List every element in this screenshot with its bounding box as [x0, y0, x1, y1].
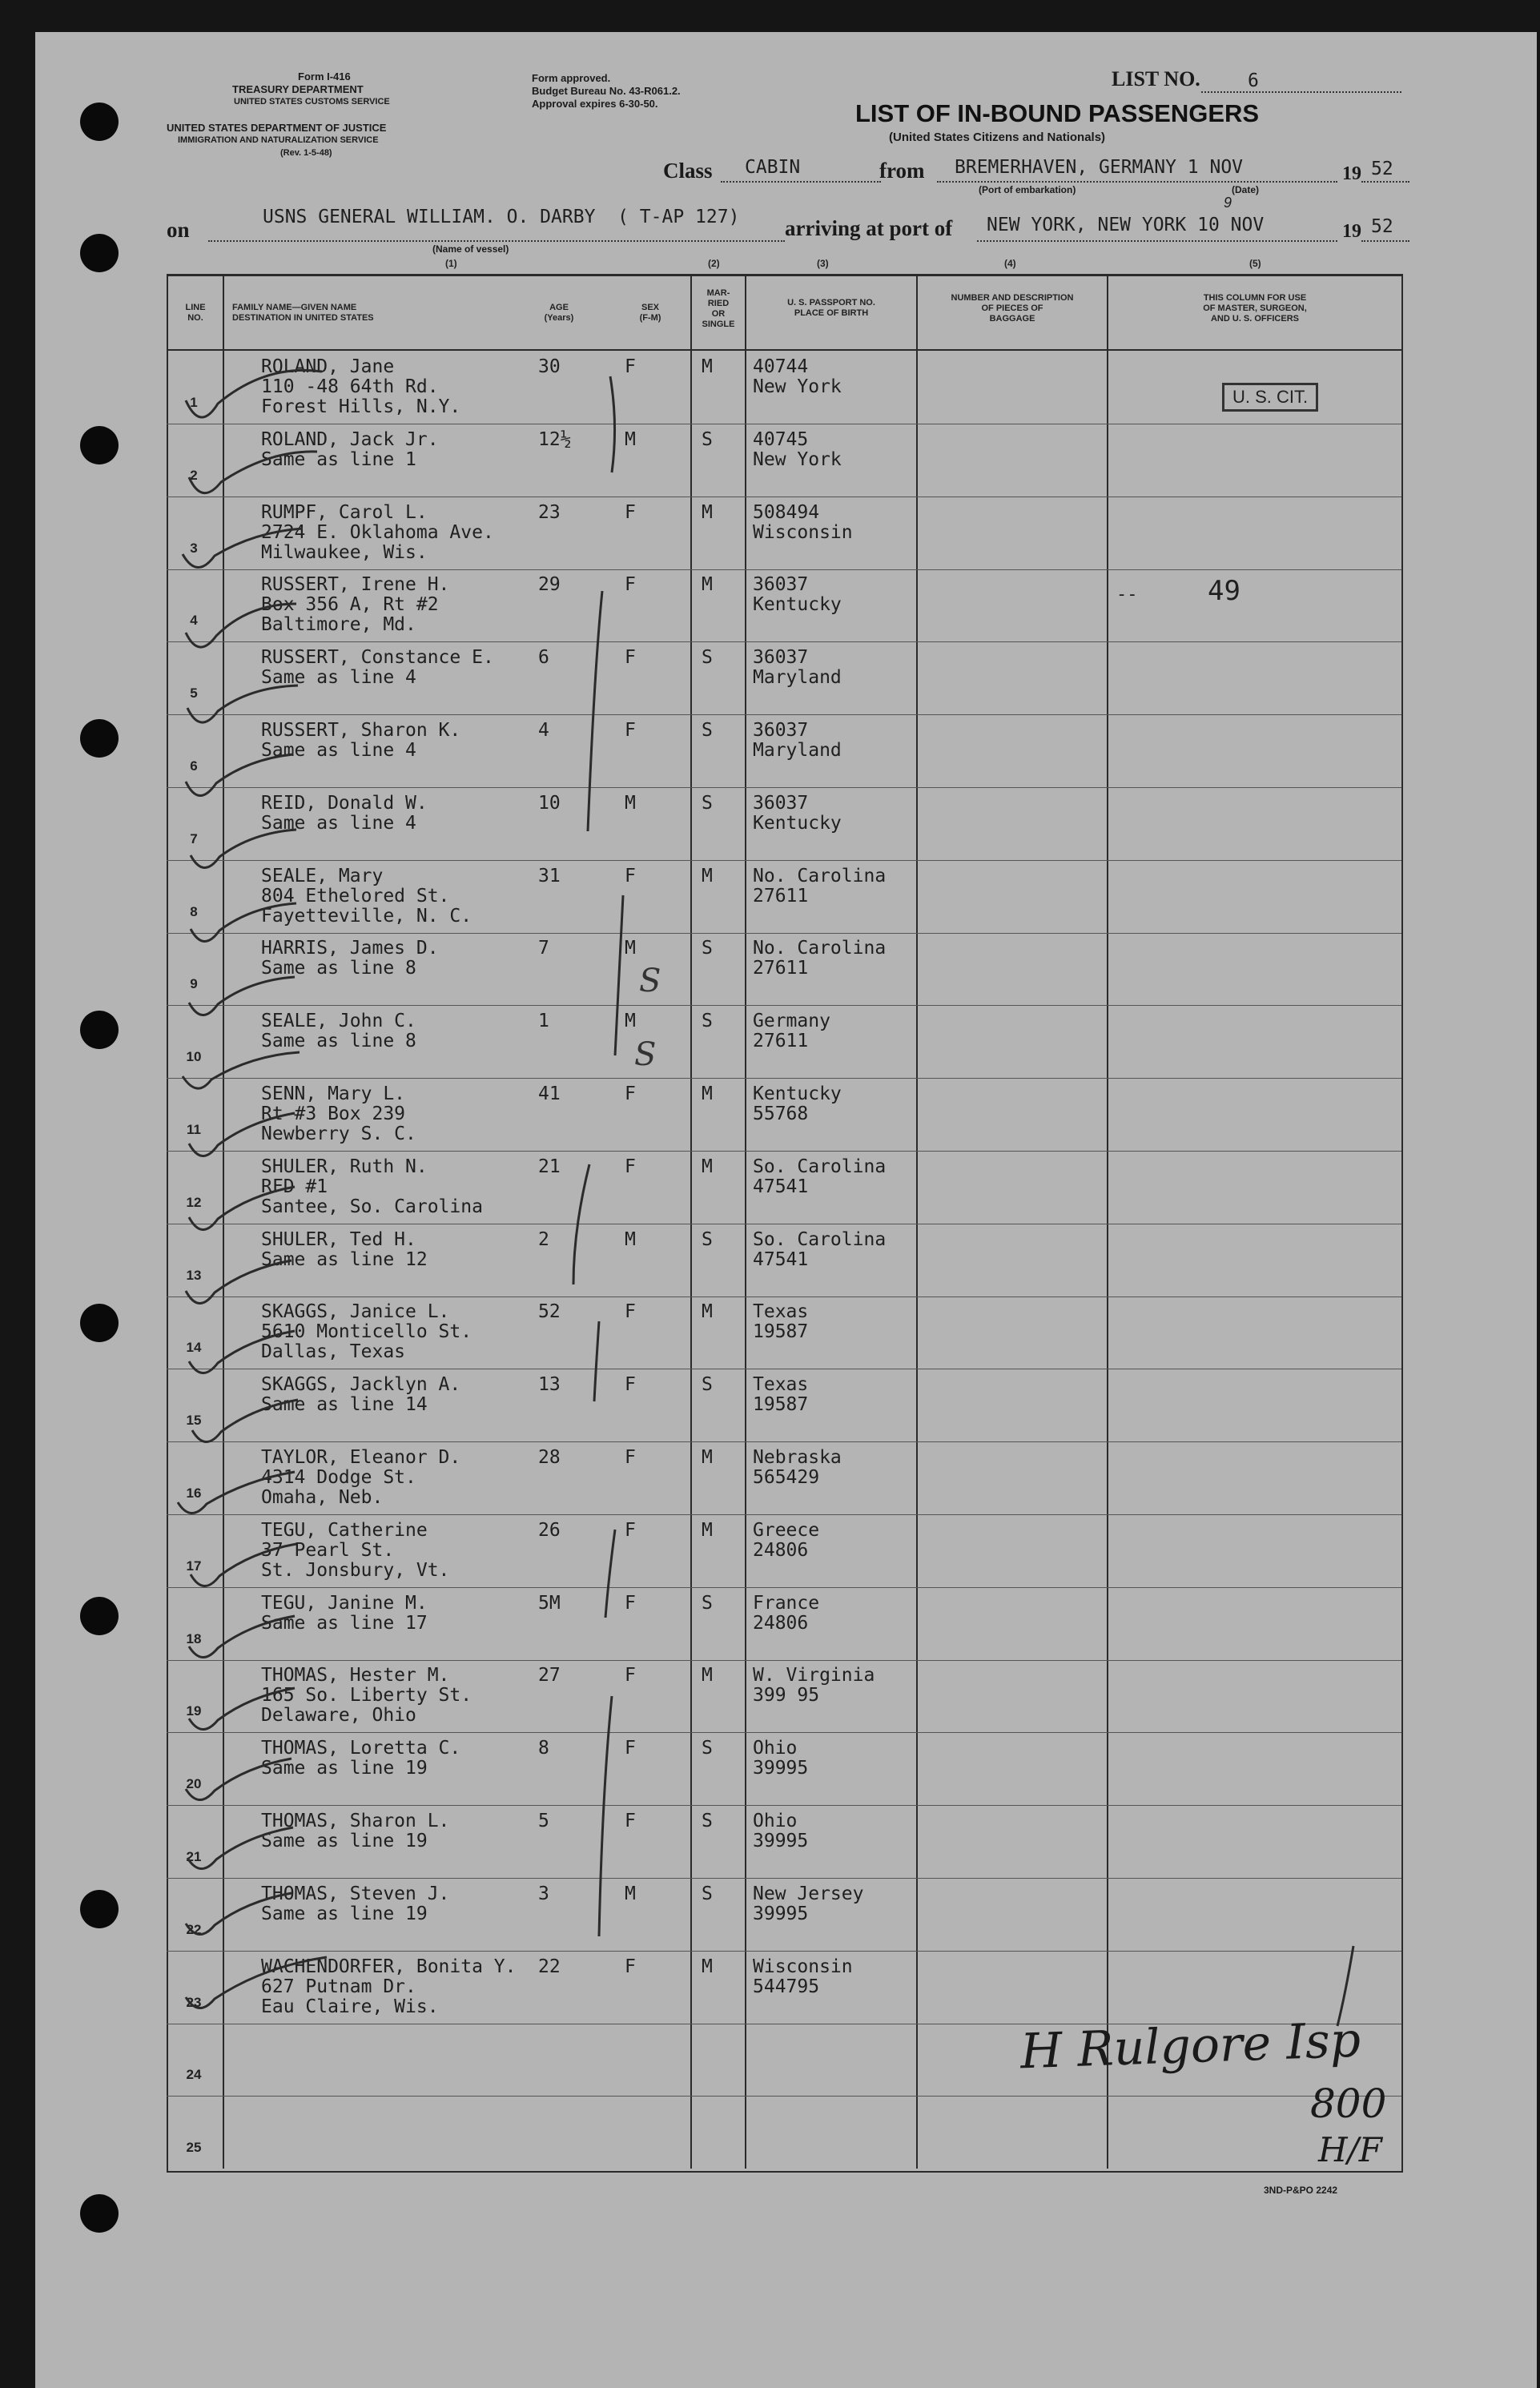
- passenger-name-destination: REID, Donald W. Same as line 4: [261, 793, 428, 834]
- passenger-sex: F: [625, 1374, 636, 1395]
- line-number: 2: [190, 468, 198, 483]
- passenger-sex: F: [625, 1447, 636, 1468]
- embarkation-value: BREMERHAVEN, GERMANY 1 NOV: [955, 157, 1244, 178]
- passenger-marital-status: M: [702, 866, 713, 886]
- passport-birthplace: Ohio 39995: [753, 1738, 809, 1779]
- passenger-name-destination: RUSSERT, Sharon K. Same as line 4: [261, 720, 461, 761]
- passport-birthplace: 36037 Maryland: [753, 647, 842, 688]
- passport-birthplace: Ohio 39995: [753, 1811, 809, 1851]
- passenger-age: 31: [538, 866, 561, 886]
- passport-birthplace: No. Carolina 27611: [753, 866, 887, 907]
- passport-birthplace: No. Carolina 27611: [753, 938, 887, 979]
- line-number: 17: [186, 1558, 202, 1574]
- passenger-sex: F: [625, 1956, 636, 1977]
- passenger-age: 1: [538, 1011, 549, 1031]
- passenger-sex: F: [625, 1738, 636, 1759]
- list-no-label: LIST NO.: [1112, 67, 1200, 90]
- passenger-sex: F: [625, 720, 636, 741]
- passenger-name-destination: TEGU, Janine M. Same as line 17: [261, 1593, 428, 1634]
- line-number: 14: [186, 1340, 202, 1355]
- handwritten-s-mark: S: [634, 1036, 657, 1073]
- passenger-sex: F: [625, 502, 636, 523]
- column-number-4: (4): [1004, 258, 1016, 269]
- passenger-sex: F: [625, 647, 636, 668]
- column-number-3: (3): [817, 258, 829, 269]
- passenger-marital-status: M: [702, 1665, 713, 1686]
- passenger-sex: F: [625, 1520, 636, 1541]
- passenger-marital-status: S: [702, 1593, 713, 1614]
- passport-birthplace: Germany 27611: [753, 1011, 830, 1051]
- header-age: AGE (Years): [544, 303, 574, 323]
- line-number: 7: [190, 831, 198, 846]
- passenger-name-destination: RUSSERT, Irene H. Box 356 A, Rt #2 Baltimore, Md.: [261, 574, 450, 635]
- class-value: CABIN: [745, 157, 801, 178]
- passenger-age: 12½: [538, 429, 572, 450]
- date-caption: (Date): [1232, 184, 1260, 195]
- passenger-marital-status: M: [702, 1083, 713, 1104]
- passenger-sex: F: [625, 1301, 636, 1322]
- line-number: 12: [186, 1195, 202, 1210]
- passport-birthplace: France 24806: [753, 1593, 820, 1634]
- line-number: 4: [190, 613, 198, 628]
- passenger-age: 10: [538, 793, 561, 814]
- passenger-sex: F: [625, 356, 636, 377]
- passenger-marital-status: S: [702, 1883, 713, 1904]
- header-officers: THIS COLUMN FOR USE OF MASTER, SURGEON, AND U. S. OFFICERS: [1203, 293, 1307, 324]
- passenger-age: 30: [538, 356, 561, 377]
- line-number: 22: [186, 1922, 202, 1937]
- passport-birthplace: 36037 Maryland: [753, 720, 842, 761]
- passenger-age: 21: [538, 1156, 561, 1177]
- fee-notation: 800: [1310, 2080, 1387, 2127]
- line-number: 23: [186, 1995, 202, 2010]
- on-label: on: [167, 218, 190, 242]
- line-number: 10: [186, 1049, 202, 1064]
- passenger-sex: F: [625, 866, 636, 886]
- passenger-name-destination: SHULER, Ruth N. RFD #1 Santee, So. Carolina: [261, 1156, 483, 1217]
- passenger-age: 28: [538, 1447, 561, 1468]
- header-line-no: LINE NO.: [185, 303, 206, 323]
- passenger-age: 13: [538, 1374, 561, 1395]
- passenger-sex: M: [625, 1883, 636, 1904]
- passenger-age: 5: [538, 1811, 549, 1831]
- passport-birthplace: Nebraska 565429: [753, 1447, 842, 1488]
- passenger-marital-status: S: [702, 429, 713, 450]
- revision: (Rev. 1-5-48): [280, 148, 332, 158]
- line-number: 3: [190, 541, 198, 556]
- from-label: from: [879, 159, 925, 183]
- passenger-sex: F: [625, 1593, 636, 1614]
- us-citizen-stamp: U. S. CIT.: [1222, 383, 1318, 412]
- line-number: 11: [187, 1122, 201, 1137]
- document-title: LIST OF IN-BOUND PASSENGERS: [855, 99, 1260, 127]
- passenger-marital-status: S: [702, 1374, 713, 1395]
- header-baggage: NUMBER AND DESCRIPTION OF PIECES OF BAGGAGE: [951, 293, 1074, 324]
- passenger-age: 41: [538, 1083, 561, 1104]
- passenger-sex: F: [625, 574, 636, 595]
- passenger-sex: M: [625, 429, 636, 450]
- column-number-2: (2): [708, 258, 720, 269]
- line-number: 21: [186, 1849, 202, 1864]
- line-number: 16: [186, 1485, 202, 1501]
- passenger-name-destination: TAYLOR, Eleanor D. 4314 Dodge St. Omaha, Neb.: [261, 1447, 461, 1508]
- passenger-marital-status: M: [702, 1520, 713, 1541]
- passenger-sex: M: [625, 938, 636, 959]
- passenger-sex: F: [625, 1156, 636, 1177]
- passenger-age: 29: [538, 574, 561, 595]
- vessel-caption: (Name of vessel): [432, 243, 509, 255]
- passenger-name-destination: HARRIS, James D. Same as line 8: [261, 938, 439, 979]
- passenger-sex: F: [625, 1083, 636, 1104]
- passenger-marital-status: M: [702, 1301, 713, 1322]
- passenger-name-destination: SKAGGS, Jacklyn A. Same as line 14: [261, 1374, 461, 1415]
- passport-birthplace: Kentucky 55768: [753, 1083, 842, 1124]
- passenger-marital-status: M: [702, 502, 713, 523]
- arrival-corrected-day: 9: [1224, 195, 1232, 211]
- passenger-name-destination: SHULER, Ted H. Same as line 12: [261, 1229, 428, 1270]
- header-sex: SEX (F-M): [639, 303, 661, 323]
- passenger-age: 5M: [538, 1593, 561, 1614]
- arrival-year-prefix: 19: [1342, 221, 1361, 242]
- passenger-marital-status: S: [702, 647, 713, 668]
- passenger-name-destination: RUMPF, Carol L. 2724 E. Oklahoma Ave. Milwaukee, Wis.: [261, 502, 494, 563]
- passenger-marital-status: M: [702, 1956, 713, 1977]
- passenger-name-destination: TEGU, Catherine 37 Pearl St. St. Jonsbury, Vt.: [261, 1520, 450, 1581]
- passenger-sex: F: [625, 1811, 636, 1831]
- passenger-marital-status: S: [702, 1229, 713, 1250]
- passenger-age: 8: [538, 1738, 549, 1759]
- passport-birthplace: W. Virginia 399 95: [753, 1665, 875, 1706]
- list-no-value: 6: [1248, 70, 1259, 91]
- passenger-marital-status: M: [702, 356, 713, 377]
- passenger-marital-status: S: [702, 1011, 713, 1031]
- vessel-name: USNS GENERAL WILLIAM. O. DARBY ( T-AP 127): [263, 207, 740, 227]
- passenger-sex: M: [625, 793, 636, 814]
- passenger-age: 7: [538, 938, 549, 959]
- line-number: 19: [186, 1703, 202, 1719]
- passenger-sex: F: [625, 1665, 636, 1686]
- passport-birthplace: 36037 Kentucky: [753, 793, 842, 834]
- passenger-age: 26: [538, 1520, 561, 1541]
- passport-birthplace: New Jersey 39995: [753, 1883, 864, 1924]
- line-number: 18: [186, 1631, 202, 1646]
- passenger-age: 2: [538, 1229, 549, 1250]
- from-year-value: 52: [1371, 159, 1393, 179]
- passenger-name-destination: RUSSERT, Constance E. Same as line 4: [261, 647, 494, 688]
- passenger-name-destination: THOMAS, Steven J. Same as line 19: [261, 1883, 450, 1924]
- passenger-marital-status: S: [702, 793, 713, 814]
- passenger-marital-status: S: [702, 938, 713, 959]
- passenger-sex: M: [625, 1011, 636, 1031]
- line-number: 20: [186, 1776, 202, 1791]
- arriving-label: arriving at port of: [785, 216, 953, 240]
- justice-dept: UNITED STATES DEPARTMENT OF JUSTICE: [167, 122, 387, 134]
- passenger-name-destination: ROLAND, Jack Jr. Same as line 1: [261, 429, 439, 470]
- column-number-1: (1): [445, 258, 457, 269]
- header-passport: U. S. PASSPORT NO. PLACE OF BIRTH: [787, 298, 875, 318]
- inspector-signature: H Rulgore Isp: [1019, 2012, 1362, 2080]
- passenger-marital-status: M: [702, 574, 713, 595]
- passenger-marital-status: M: [702, 1156, 713, 1177]
- customs-service: UNITED STATES CUSTOMS SERVICE: [234, 97, 390, 107]
- passenger-marital-status: S: [702, 1738, 713, 1759]
- line-number: 25: [186, 2140, 202, 2155]
- line-number: 1: [190, 395, 198, 410]
- passenger-age: 22: [538, 1956, 561, 1977]
- passenger-marital-status: M: [702, 1447, 713, 1468]
- line-number: 9: [190, 976, 198, 991]
- passenger-age: 3: [538, 1883, 549, 1904]
- arrival-port: NEW YORK, NEW YORK 10 NOV: [987, 215, 1265, 235]
- passport-birthplace: 40745 New York: [753, 429, 842, 470]
- officer-count-prefix: --: [1116, 585, 1138, 605]
- port-embark-caption: (Port of embarkation): [979, 184, 1076, 195]
- passenger-name-destination: SEALE, Mary 804 Ethelored St. Fayetteville, N. C.: [261, 866, 472, 927]
- line-number: 8: [190, 904, 198, 919]
- passport-birthplace: So. Carolina 47541: [753, 1156, 887, 1197]
- officer-count: 49: [1208, 575, 1240, 607]
- line-number: 13: [186, 1268, 202, 1283]
- treasury-dept: TREASURY DEPARTMENT: [232, 83, 364, 95]
- passport-birthplace: Texas 19587: [753, 1301, 809, 1342]
- passport-birthplace: Greece 24806: [753, 1520, 820, 1561]
- printer-mark: 3ND-P&PO 2242: [1264, 2185, 1338, 2196]
- passenger-name-destination: SEALE, John C. Same as line 8: [261, 1011, 416, 1051]
- passenger-name-destination: ROLAND, Jane 110 -48 64th Rd. Forest Hills, N.Y.: [261, 356, 461, 417]
- passenger-marital-status: S: [702, 1811, 713, 1831]
- passenger-name-destination: WACHENDORFER, Bonita Y. 627 Putnam Dr. Eau Claire, Wis.: [261, 1956, 517, 2017]
- passenger-age: 52: [538, 1301, 561, 1322]
- passport-birthplace: Texas 19587: [753, 1374, 809, 1415]
- line-number: 24: [186, 2067, 202, 2082]
- document-subtitle: (United States Citizens and Nationals): [889, 131, 1106, 144]
- passenger-name-destination: SENN, Mary L. Rt #3 Box 239 Newberry S. C.: [261, 1083, 416, 1144]
- line-number: 6: [190, 758, 198, 774]
- passport-birthplace: 508494 Wisconsin: [753, 502, 853, 543]
- passenger-age: 27: [538, 1665, 561, 1686]
- ins-service: IMMIGRATION AND NATURALIZATION SERVICE: [178, 135, 379, 145]
- passport-birthplace: 40744 New York: [753, 356, 842, 397]
- passenger-age: 23: [538, 502, 561, 523]
- header-married: MAR- RIED OR SINGLE: [702, 288, 735, 329]
- fee-initials: H/F: [1318, 2130, 1382, 2169]
- passport-birthplace: 36037 Kentucky: [753, 574, 842, 615]
- passport-birthplace: Wisconsin 544795: [753, 1956, 853, 1997]
- passenger-name-destination: THOMAS, Sharon L. Same as line 19: [261, 1811, 450, 1851]
- column-number-5: (5): [1249, 258, 1261, 269]
- approval-line-2: Budget Bureau No. 43-R061.2.: [532, 85, 681, 97]
- line-number: 15: [186, 1413, 202, 1428]
- from-year-prefix: 19: [1342, 163, 1361, 184]
- passport-birthplace: So. Carolina 47541: [753, 1229, 887, 1270]
- header-name: FAMILY NAME—GIVEN NAME DESTINATION IN UNITED STATES: [232, 303, 374, 323]
- handwritten-s-mark: S: [639, 963, 661, 999]
- passenger-sex: M: [625, 1229, 636, 1250]
- form-number: Form I-416: [298, 70, 351, 82]
- passenger-name-destination: THOMAS, Loretta C. Same as line 19: [261, 1738, 461, 1779]
- passenger-name-destination: SKAGGS, Janice L. 5610 Monticello St. Dallas, Texas: [261, 1301, 472, 1362]
- approval-line-1: Form approved.: [532, 72, 611, 84]
- approval-line-3: Approval expires 6-30-50.: [532, 98, 658, 110]
- class-label: Class: [663, 159, 713, 183]
- arrival-year-value: 52: [1371, 216, 1393, 237]
- passenger-age: 6: [538, 647, 549, 668]
- passenger-name-destination: THOMAS, Hester M. 165 So. Liberty St. Delaware, Ohio: [261, 1665, 472, 1726]
- passenger-marital-status: S: [702, 720, 713, 741]
- line-number: 5: [190, 685, 198, 701]
- passenger-age: 4: [538, 720, 549, 741]
